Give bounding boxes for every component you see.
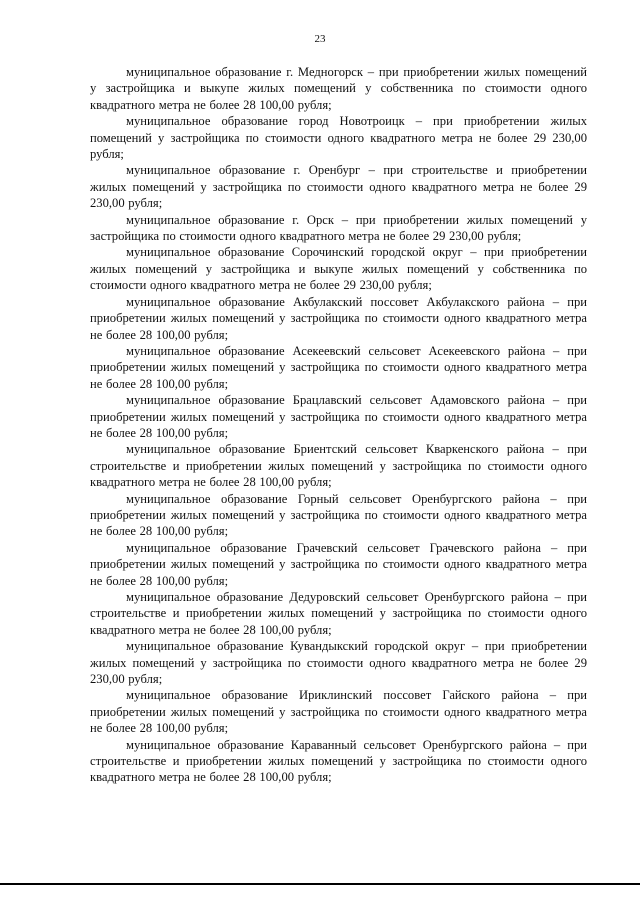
paragraph-grachevka: муниципальное образование Грачевский сельсовет Грачевского района – при приобретении жилых помещений у застройщика по стоимости одного квадратного метра не более 28 100,00 рубля; [90,540,587,588]
paragraph-dedurovka: муниципальное образование Дедуровский сельсовет Оренбургского района – при строительстве и приобретении жилых помещений у застройщика по стоимости одного квадратного метра не более 28 100,00 рубля; [90,590,587,637]
paragraph-orsk: муниципальное образование г. Орск – при приобретении жилых помещений у застройщика по стоимости одного квадратного метра не более 29 230,00 рубля; [90,212,587,244]
paragraph-novotroitsk: муниципальное образование город Новотроицк – при приобретении жилых помещений у застройщика по стоимости одного квадратного метра не более 29 230,00 рубля; [90,114,587,162]
paragraph-kuvandyk: муниципальное образование Кувандыкский городской округ – при приобретении жилых помещений у застройщика по стоимости одного квадратного метра не более 29 230,00 рубля; [90,639,587,687]
paragraph-akbulak: муниципальное образование Акбулакский поссовет Акбулакского района – при приобретении жилых помещений у застройщика по стоимости одного квадратного метра не более 28 100,00 рубля; [90,294,587,342]
paragraph-bratslav: муниципальное образование Брацлавский сельсовет Адамовского района – при приобретении жилых помещений у застройщика по стоимости одного квадратного метра не более 28 100,00 рубля; [90,393,587,440]
document-body [90,64,587,786]
paragraph-karavanny: муниципальное образование Караванный сельсовет Оренбургского района – при строительстве и приобретении жилых помещений у застройщика по стоимости одного квадратного метра не более 28 100,00 рубля; [90,737,587,785]
paragraph-asekeevo: муниципальное образование Асекеевский сельсовет Асекеевского района – при приобретении жилых помещений у застройщика по стоимости одного квадратного метра не более 28 100,00 рубля; [90,343,587,391]
paragraph-sorochinsk: муниципальное образование Сорочинский городской округ – при приобретении жилых помещений у застройщика и выкупе жилых помещений у собственника по стоимости одного квадратного метра не более 29 230,00 рубля; [90,245,587,293]
page-number: 23 [314,33,326,45]
bottom-divider [0,883,640,885]
paragraph-brient: муниципальное образование Бриентский сельсовет Кваркенского района – при строительстве и приобретении жилых помещений у застройщика по стоимости одного квадратного метра не более 28 100,00 рубля; [90,442,587,490]
paragraph-iriklinsky: муниципальное образование Ириклинский поссовет Гайского района – при приобретении жилых помещений у застройщика по стоимости одного квадратного метра не более 28 100,00 рубля; [90,688,587,736]
paragraph-gorny: муниципальное образование Горный сельсовет Оренбургского района – при приобретении жилых помещений у застройщика по стоимости одного квадратного метра не более 28 100,00 рубля; [90,491,587,539]
paragraph-mednogorsk: муниципальное образование г. Медногорск – при приобретении жилых помещений у застройщика и выкупе жилых помещений у собственника по стоимости одного квадратного метра не более 28 100,00 рубля; [90,65,587,112]
paragraph-orenburg: муниципальное образование г. Оренбург – при строительстве и приобретении жилых помещений у застройщика по стоимости одного квадратного метра не более 29 230,00 рубля; [90,163,587,211]
